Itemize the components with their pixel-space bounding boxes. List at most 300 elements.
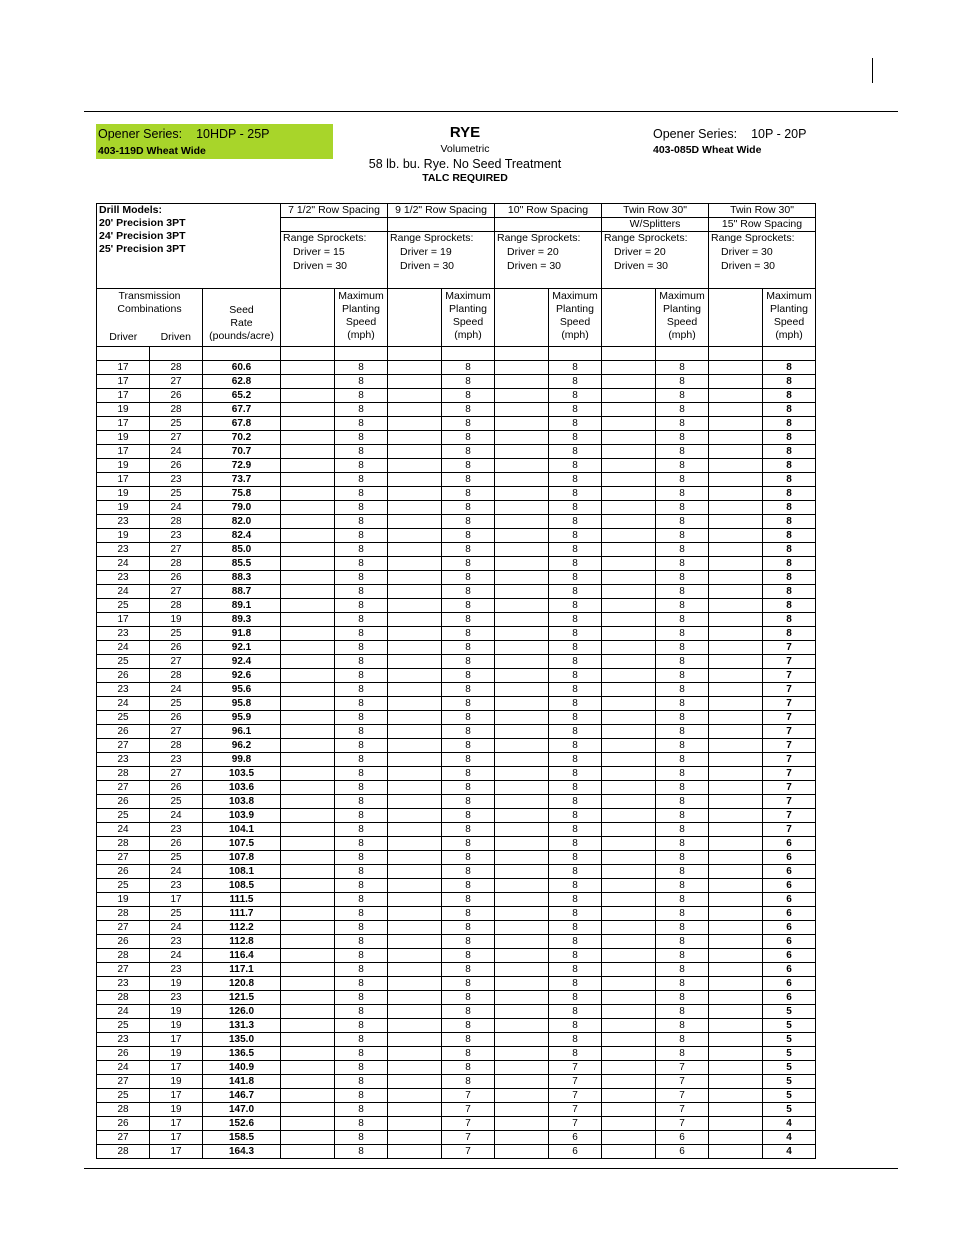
max-speed-cell: 7 bbox=[442, 1131, 495, 1145]
blank-cell bbox=[281, 921, 335, 935]
blank-cell bbox=[602, 599, 656, 613]
max-speed-cell: 8 bbox=[335, 1061, 388, 1075]
table-row bbox=[97, 585, 816, 599]
max-speed-cell: 8 bbox=[656, 725, 709, 739]
max-speed-cell: 8 bbox=[442, 431, 495, 445]
max-speed-cell: 6 bbox=[763, 949, 816, 963]
blank-cell bbox=[281, 893, 335, 907]
blank-cell bbox=[495, 669, 549, 683]
driver-sprocket: Driver = 19 bbox=[400, 246, 452, 258]
max-speed-cell: 5 bbox=[763, 1103, 816, 1117]
blank-cell bbox=[709, 809, 763, 823]
separator-cell bbox=[763, 347, 816, 361]
driven-cell: 27 bbox=[150, 725, 203, 739]
driver-cell: 25 bbox=[97, 599, 150, 613]
max-speed-cell: 8 bbox=[335, 669, 388, 683]
driver-cell: 27 bbox=[97, 921, 150, 935]
blank-cell bbox=[495, 529, 549, 543]
drill-models-cell bbox=[97, 204, 281, 289]
driven-cell: 19 bbox=[150, 1047, 203, 1061]
blank-cell bbox=[709, 823, 763, 837]
driven-sprocket: Driven = 30 bbox=[400, 260, 455, 272]
seed-rate-cell: 121.5 bbox=[203, 991, 281, 1005]
driven-cell: 26 bbox=[150, 837, 203, 851]
left-opener-label: Opener Series: bbox=[98, 127, 183, 141]
blank-cell bbox=[709, 431, 763, 445]
driver-cell: 23 bbox=[97, 683, 150, 697]
max-speed-header bbox=[549, 289, 602, 347]
drill-models-title: Drill Models: bbox=[99, 204, 163, 216]
blank-cell bbox=[709, 613, 763, 627]
separator-cell bbox=[656, 347, 709, 361]
blank-cell bbox=[388, 473, 442, 487]
blank-cell bbox=[602, 375, 656, 389]
table-body bbox=[97, 361, 816, 1159]
blank-cell bbox=[495, 725, 549, 739]
max-speed-cell: 8 bbox=[442, 459, 495, 473]
spacing-blank-header bbox=[602, 289, 656, 347]
max-speed-cell: 8 bbox=[549, 501, 602, 515]
blank-cell bbox=[602, 697, 656, 711]
max-speed-cell: 8 bbox=[656, 753, 709, 767]
max-speed-cell: 8 bbox=[335, 753, 388, 767]
blank-cell bbox=[388, 879, 442, 893]
max-speed-cell: 8 bbox=[335, 599, 388, 613]
blank-cell bbox=[388, 669, 442, 683]
blank-cell bbox=[602, 949, 656, 963]
seed-label: Seed bbox=[229, 304, 254, 316]
blank-cell bbox=[388, 795, 442, 809]
max-speed-cell: 8 bbox=[656, 991, 709, 1005]
driver-cell: 28 bbox=[97, 767, 150, 781]
table-row bbox=[97, 921, 816, 935]
driver-cell: 23 bbox=[97, 753, 150, 767]
header-separator-row bbox=[97, 347, 816, 361]
max-speed-cell: 8 bbox=[442, 949, 495, 963]
max-speed-cell: 7 bbox=[549, 1061, 602, 1075]
max-speed-cell: 8 bbox=[656, 641, 709, 655]
max-speed-cell: 8 bbox=[442, 557, 495, 571]
blank-cell bbox=[388, 1047, 442, 1061]
max-speed-cell: 8 bbox=[656, 571, 709, 585]
separator-cell bbox=[335, 347, 388, 361]
blank-cell bbox=[388, 375, 442, 389]
max-speed-cell: 7 bbox=[549, 1089, 602, 1103]
seed-rate-cell: 141.8 bbox=[203, 1075, 281, 1089]
blank-cell bbox=[281, 1005, 335, 1019]
max-speed-cell: 8 bbox=[335, 1145, 388, 1159]
max-speed-cell: 8 bbox=[549, 655, 602, 669]
blank-cell bbox=[281, 1131, 335, 1145]
driven-cell: 26 bbox=[150, 389, 203, 403]
blank-cell bbox=[602, 809, 656, 823]
max-speed-cell: 7 bbox=[549, 1075, 602, 1089]
driven-cell: 28 bbox=[150, 599, 203, 613]
blank-cell bbox=[388, 1131, 442, 1145]
max-speed-cell: 7 bbox=[656, 1117, 709, 1131]
blank-cell bbox=[281, 823, 335, 837]
max-speed-cell: 7 bbox=[549, 1103, 602, 1117]
max-speed-cell: 8 bbox=[442, 963, 495, 977]
blank-cell bbox=[281, 627, 335, 641]
driven-cell: 28 bbox=[150, 403, 203, 417]
max-speed-cell: 8 bbox=[335, 571, 388, 585]
blank-cell bbox=[602, 781, 656, 795]
blank-cell bbox=[602, 823, 656, 837]
seed-rate-cell: 65.2 bbox=[203, 389, 281, 403]
driver-cell: 24 bbox=[97, 823, 150, 837]
max-speed-cell: 5 bbox=[763, 1061, 816, 1075]
blank-cell bbox=[602, 361, 656, 375]
max-speed-cell: 8 bbox=[549, 529, 602, 543]
max-speed-cell: 8 bbox=[656, 515, 709, 529]
driven-cell: 28 bbox=[150, 669, 203, 683]
driver-cell: 19 bbox=[97, 501, 150, 515]
driven-cell: 27 bbox=[150, 655, 203, 669]
max-speed-line: Maximum bbox=[445, 290, 491, 302]
blank-cell bbox=[388, 949, 442, 963]
max-speed-cell: 8 bbox=[763, 543, 816, 557]
blank-cell bbox=[281, 501, 335, 515]
blank-cell bbox=[709, 837, 763, 851]
range-sprockets-cell bbox=[388, 232, 495, 289]
max-speed-cell: 8 bbox=[335, 809, 388, 823]
blank-cell bbox=[281, 1061, 335, 1075]
seed-rate-cell: 112.2 bbox=[203, 921, 281, 935]
range-sprockets-cell bbox=[602, 232, 709, 289]
max-speed-cell: 8 bbox=[442, 641, 495, 655]
max-speed-cell: 8 bbox=[656, 403, 709, 417]
max-speed-cell: 8 bbox=[335, 501, 388, 515]
blank-cell bbox=[709, 459, 763, 473]
max-speed-cell: 8 bbox=[656, 599, 709, 613]
max-speed-cell: 8 bbox=[335, 949, 388, 963]
driven-cell: 17 bbox=[150, 1089, 203, 1103]
max-speed-cell: 8 bbox=[335, 641, 388, 655]
max-speed-cell: 8 bbox=[763, 501, 816, 515]
driven-sprocket: Driven = 30 bbox=[614, 260, 669, 272]
max-speed-cell: 8 bbox=[335, 1047, 388, 1061]
driver-cell: 28 bbox=[97, 991, 150, 1005]
seed-rate-cell: 72.9 bbox=[203, 459, 281, 473]
max-speed-cell: 8 bbox=[442, 585, 495, 599]
table-row bbox=[97, 753, 816, 767]
max-speed-cell: 8 bbox=[549, 767, 602, 781]
max-speed-cell: 8 bbox=[549, 865, 602, 879]
max-speed-cell: 8 bbox=[656, 585, 709, 599]
max-speed-cell: 8 bbox=[656, 487, 709, 501]
max-speed-cell: 8 bbox=[656, 921, 709, 935]
blank-cell bbox=[495, 697, 549, 711]
transmission-header bbox=[97, 289, 203, 347]
blank-cell bbox=[709, 417, 763, 431]
blank-cell bbox=[281, 417, 335, 431]
blank-cell bbox=[495, 641, 549, 655]
driven-cell: 26 bbox=[150, 459, 203, 473]
table-row bbox=[97, 557, 816, 571]
max-speed-cell: 5 bbox=[763, 1033, 816, 1047]
max-speed-cell: 8 bbox=[442, 921, 495, 935]
max-speed-cell: 7 bbox=[763, 739, 816, 753]
max-speed-cell: 8 bbox=[549, 795, 602, 809]
blank-cell bbox=[602, 501, 656, 515]
spacing-label: Twin Row 30" bbox=[623, 204, 687, 216]
blank-cell bbox=[495, 767, 549, 781]
max-speed-cell: 5 bbox=[763, 1047, 816, 1061]
max-speed-cell: 5 bbox=[763, 1075, 816, 1089]
max-speed-cell: 8 bbox=[442, 655, 495, 669]
max-speed-cell: 8 bbox=[763, 375, 816, 389]
max-speed-cell: 8 bbox=[763, 445, 816, 459]
seed-rate-cell: 112.8 bbox=[203, 935, 281, 949]
seed-rate-cell: 111.5 bbox=[203, 893, 281, 907]
driven-cell: 17 bbox=[150, 1117, 203, 1131]
seed-rate-cell: 82.0 bbox=[203, 515, 281, 529]
blank-cell bbox=[495, 851, 549, 865]
blank-cell bbox=[281, 361, 335, 375]
blank-cell bbox=[281, 473, 335, 487]
blank-cell bbox=[709, 487, 763, 501]
seed-rate-cell: 89.3 bbox=[203, 613, 281, 627]
max-speed-cell: 8 bbox=[549, 515, 602, 529]
seed-rate-cell: 147.0 bbox=[203, 1103, 281, 1117]
blank-cell bbox=[281, 963, 335, 977]
max-speed-cell: 8 bbox=[335, 431, 388, 445]
driver-cell: 26 bbox=[97, 865, 150, 879]
blank-cell bbox=[388, 837, 442, 851]
max-speed-cell: 8 bbox=[442, 1061, 495, 1075]
blank-cell bbox=[495, 1131, 549, 1145]
blank-cell bbox=[495, 585, 549, 599]
blank-cell bbox=[281, 557, 335, 571]
header-rule bbox=[84, 111, 898, 112]
blank-cell bbox=[602, 543, 656, 557]
seed-rate-cell: 75.8 bbox=[203, 487, 281, 501]
table-row bbox=[97, 893, 816, 907]
max-speed-cell: 6 bbox=[656, 1131, 709, 1145]
blank-cell bbox=[709, 893, 763, 907]
max-speed-cell: 5 bbox=[763, 1019, 816, 1033]
max-speed-cell: 8 bbox=[763, 599, 816, 613]
table-row bbox=[97, 935, 816, 949]
seed-rate-cell: 108.5 bbox=[203, 879, 281, 893]
max-speed-cell: 8 bbox=[442, 697, 495, 711]
blank-cell bbox=[388, 543, 442, 557]
blank-cell bbox=[602, 417, 656, 431]
table-row bbox=[97, 403, 816, 417]
max-speed-cell: 7 bbox=[763, 823, 816, 837]
blank-cell bbox=[709, 977, 763, 991]
blank-cell bbox=[709, 1131, 763, 1145]
driven-cell: 28 bbox=[150, 739, 203, 753]
seed-rate-cell: 103.5 bbox=[203, 767, 281, 781]
max-speed-cell: 7 bbox=[549, 1117, 602, 1131]
driver-cell: 27 bbox=[97, 781, 150, 795]
max-speed-cell: 7 bbox=[763, 809, 816, 823]
max-speed-cell: 8 bbox=[442, 893, 495, 907]
table-row bbox=[97, 641, 816, 655]
blank-cell bbox=[495, 739, 549, 753]
driver-cell: 19 bbox=[97, 431, 150, 445]
driven-cell: 23 bbox=[150, 963, 203, 977]
max-speed-cell: 8 bbox=[549, 571, 602, 585]
max-speed-cell: 8 bbox=[549, 557, 602, 571]
spacing-sublabel: 15" Row Spacing bbox=[709, 218, 816, 232]
max-speed-cell: 8 bbox=[656, 865, 709, 879]
max-speed-cell: 6 bbox=[549, 1145, 602, 1159]
max-speed-cell: 8 bbox=[335, 725, 388, 739]
max-speed-cell: 8 bbox=[656, 431, 709, 445]
blank-cell bbox=[602, 1075, 656, 1089]
max-speed-cell: 8 bbox=[335, 893, 388, 907]
max-speed-cell: 8 bbox=[656, 1047, 709, 1061]
max-speed-cell: 8 bbox=[335, 991, 388, 1005]
blank-cell bbox=[602, 389, 656, 403]
blank-cell bbox=[281, 1145, 335, 1159]
max-speed-cell: 8 bbox=[335, 879, 388, 893]
max-speed-cell: 7 bbox=[763, 725, 816, 739]
max-speed-cell: 8 bbox=[763, 613, 816, 627]
blank-cell bbox=[495, 823, 549, 837]
max-speed-cell: 8 bbox=[335, 389, 388, 403]
blank-cell bbox=[388, 627, 442, 641]
max-speed-cell: 8 bbox=[335, 697, 388, 711]
blank-cell bbox=[602, 753, 656, 767]
table-row bbox=[97, 627, 816, 641]
max-speed-cell: 8 bbox=[442, 543, 495, 557]
blank-cell bbox=[709, 1061, 763, 1075]
blank-cell bbox=[709, 991, 763, 1005]
blank-cell bbox=[602, 711, 656, 725]
blank-cell bbox=[281, 879, 335, 893]
blank-cell bbox=[709, 865, 763, 879]
blank-cell bbox=[709, 655, 763, 669]
separator-cell bbox=[495, 347, 549, 361]
max-speed-header bbox=[656, 289, 709, 347]
driven-cell: 23 bbox=[150, 529, 203, 543]
seed-rate-table bbox=[96, 203, 816, 1159]
left-part-number: 403-119D Wheat Wide bbox=[98, 145, 206, 157]
max-speed-cell: 8 bbox=[656, 893, 709, 907]
driver-cell: 24 bbox=[97, 641, 150, 655]
table-row bbox=[97, 991, 816, 1005]
max-speed-cell: 6 bbox=[763, 865, 816, 879]
blank-cell bbox=[388, 501, 442, 515]
seed-rate-cell: 146.7 bbox=[203, 1089, 281, 1103]
blank-cell bbox=[709, 1019, 763, 1033]
max-speed-cell: 8 bbox=[549, 697, 602, 711]
max-speed-cell: 8 bbox=[335, 473, 388, 487]
driven-cell: 23 bbox=[150, 991, 203, 1005]
max-speed-line: (mph) bbox=[668, 329, 696, 341]
seed-rate-cell: 96.2 bbox=[203, 739, 281, 753]
driver-cell: 26 bbox=[97, 1117, 150, 1131]
blank-cell bbox=[709, 851, 763, 865]
max-speed-line: Maximum bbox=[766, 290, 812, 302]
driver-cell: 19 bbox=[97, 459, 150, 473]
max-speed-line: Maximum bbox=[338, 290, 384, 302]
blank-cell bbox=[495, 431, 549, 445]
table-row bbox=[97, 655, 816, 669]
max-speed-cell: 7 bbox=[656, 1103, 709, 1117]
table-row bbox=[97, 683, 816, 697]
blank-cell bbox=[709, 697, 763, 711]
driver-cell: 23 bbox=[97, 515, 150, 529]
blank-cell bbox=[602, 641, 656, 655]
blank-cell bbox=[709, 921, 763, 935]
max-speed-cell: 8 bbox=[656, 613, 709, 627]
max-speed-cell: 8 bbox=[763, 571, 816, 585]
driven-cell: 28 bbox=[150, 361, 203, 375]
max-speed-cell: 6 bbox=[763, 837, 816, 851]
blank-cell bbox=[709, 361, 763, 375]
blank-cell bbox=[602, 1089, 656, 1103]
page-edge-tick bbox=[872, 58, 873, 83]
max-speed-cell: 8 bbox=[549, 893, 602, 907]
blank-cell bbox=[281, 1019, 335, 1033]
max-speed-cell: 8 bbox=[549, 445, 602, 459]
drill-model-item: 24' Precision 3PT bbox=[99, 230, 186, 242]
blank-cell bbox=[709, 529, 763, 543]
seed-rate-header bbox=[203, 289, 281, 347]
table-row bbox=[97, 473, 816, 487]
blank-cell bbox=[388, 1117, 442, 1131]
blank-cell bbox=[709, 683, 763, 697]
blank-cell bbox=[388, 431, 442, 445]
seed-rate-cell: 107.5 bbox=[203, 837, 281, 851]
driven-cell: 24 bbox=[150, 921, 203, 935]
max-speed-cell: 8 bbox=[549, 921, 602, 935]
table-header bbox=[97, 204, 816, 361]
blank-cell bbox=[495, 753, 549, 767]
drill-model-item: 20' Precision 3PT bbox=[99, 217, 186, 229]
max-speed-cell: 8 bbox=[442, 767, 495, 781]
table-row bbox=[97, 361, 816, 375]
max-speed-cell: 8 bbox=[549, 683, 602, 697]
max-speed-cell: 8 bbox=[335, 711, 388, 725]
max-speed-cell: 8 bbox=[549, 1005, 602, 1019]
blank-cell bbox=[388, 893, 442, 907]
blank-cell bbox=[709, 725, 763, 739]
max-speed-cell: 8 bbox=[763, 389, 816, 403]
max-speed-cell: 8 bbox=[442, 711, 495, 725]
max-speed-cell: 6 bbox=[763, 963, 816, 977]
blank-cell bbox=[281, 837, 335, 851]
blank-cell bbox=[388, 1005, 442, 1019]
max-speed-cell: 8 bbox=[442, 935, 495, 949]
max-speed-cell: 8 bbox=[335, 445, 388, 459]
driven-cell: 17 bbox=[150, 1061, 203, 1075]
blank-cell bbox=[281, 851, 335, 865]
driven-sprocket: Driven = 30 bbox=[721, 260, 776, 272]
spacing-header bbox=[388, 204, 495, 218]
blank-cell bbox=[388, 487, 442, 501]
left-opener-box bbox=[96, 124, 333, 159]
max-speed-cell: 7 bbox=[763, 641, 816, 655]
driver-cell: 28 bbox=[97, 949, 150, 963]
blank-cell bbox=[709, 739, 763, 753]
blank-cell bbox=[495, 893, 549, 907]
blank-cell bbox=[709, 767, 763, 781]
max-speed-cell: 8 bbox=[763, 515, 816, 529]
blank-cell bbox=[709, 515, 763, 529]
blank-cell bbox=[281, 697, 335, 711]
blank-cell bbox=[388, 935, 442, 949]
max-speed-cell: 8 bbox=[763, 557, 816, 571]
transmission-label: Transmission bbox=[118, 290, 181, 302]
blank-cell bbox=[388, 739, 442, 753]
blank-cell bbox=[709, 375, 763, 389]
